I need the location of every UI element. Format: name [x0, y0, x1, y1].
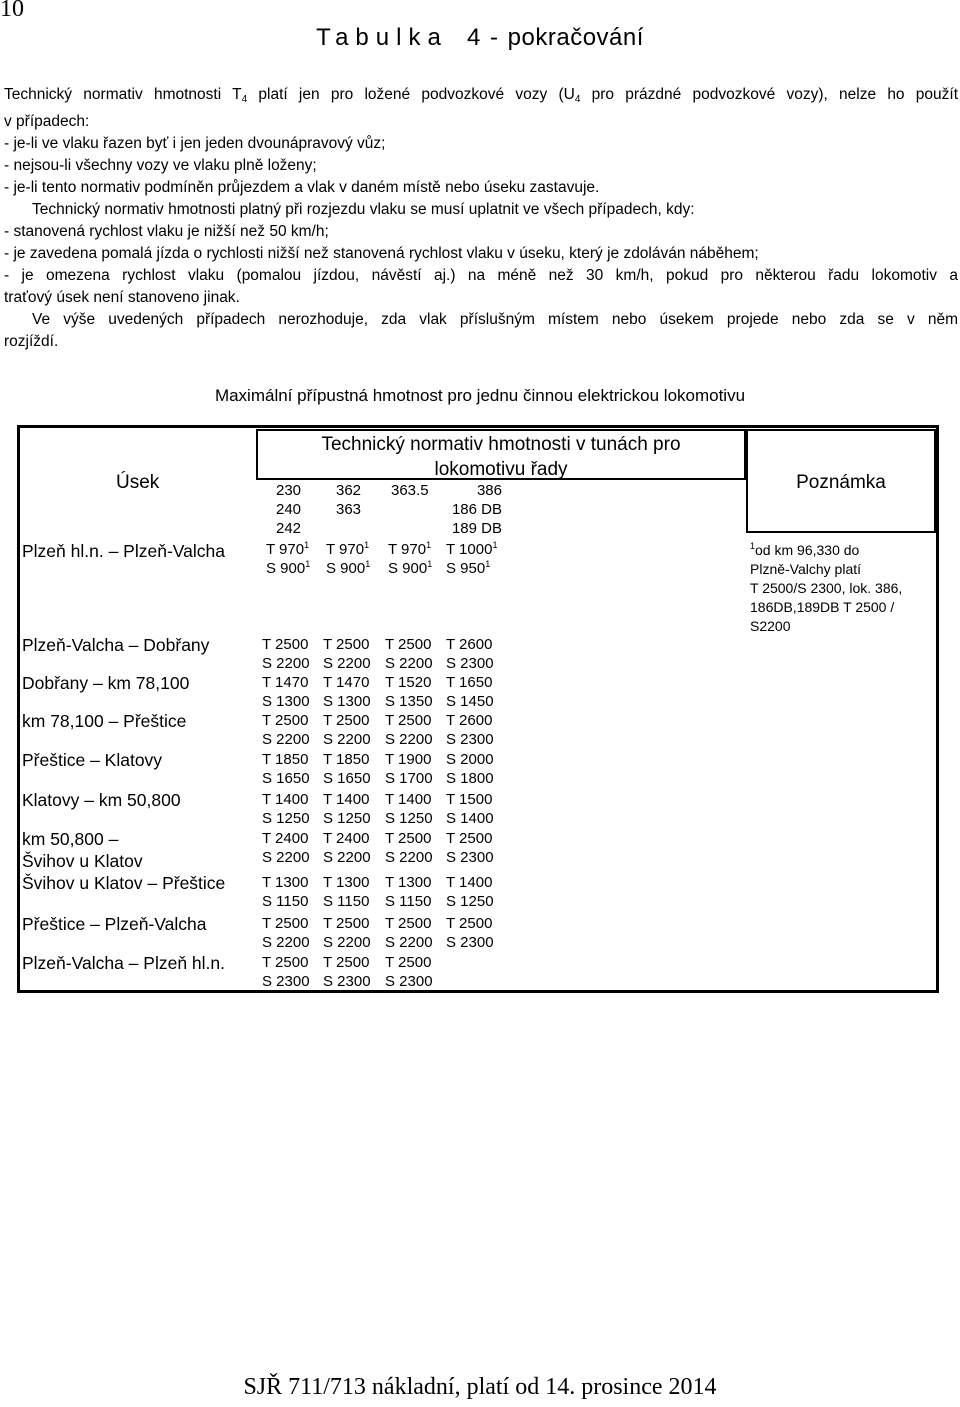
col-usek-header: Úsek	[116, 472, 160, 493]
value-cell: T 1300 S 1150	[323, 874, 370, 910]
value-cell: T 2500 S 2200	[323, 915, 371, 951]
value-cell: T 2500 S 2300	[323, 954, 371, 990]
section-label: km 78,100 – Přeštice	[22, 711, 187, 731]
value-cell: T 2500 S 2200	[323, 636, 371, 672]
intro-line2: v případech:	[4, 113, 90, 130]
body-text	[4, 84, 958, 353]
value-cell: T 1500 S 1400	[446, 791, 494, 827]
bullet: - nejsou-li všechny vozy ve vlaku plně loženy;	[4, 157, 317, 174]
class-363-5: 363.5	[391, 482, 429, 499]
value-cell: T 2500 S 2200	[385, 830, 433, 866]
value-cell: T 2600 S 2300	[446, 712, 494, 748]
table-title: Maximální přípustná hmotnost pro jednu činnou elektrickou lokomotivu	[214, 386, 746, 405]
value-cell: T 1900 S 1700	[385, 751, 433, 787]
bullet: - je omezena rychlost vlaku (pomalou jízdou, návěstí aj.) na méně než 30 km/h, pokud pro některou řadu lokomotiv a	[4, 267, 958, 284]
page-number: 10	[0, 0, 24, 22]
value-cell: T 2500 S 2200	[323, 712, 371, 748]
value-cell: T 1850 S 1650	[262, 751, 310, 787]
bullet: - je-li ve vlaku řazen byť i jen jeden dvounápravový vůz;	[4, 135, 386, 152]
value-cell: T $970^1$ S $900^1$	[388, 540, 433, 577]
class-230-240-242: 230 240 242	[276, 482, 302, 537]
section-label: Klatovy – km 50,800	[22, 790, 181, 810]
value-cell: T 2500 S 2200	[385, 915, 433, 951]
value-cell: T 1300 S 1150	[385, 874, 432, 910]
value-cell: T $970^1$ S $900^1$	[266, 540, 311, 577]
bullet: - je zavedena pomalá jízda o rychlosti nižší než stanovená rychlost vlaku v úseku, který je zdoláván náběhem;	[4, 245, 759, 262]
value-cell: T 2500 S 2200	[385, 636, 433, 672]
value-cell: T 1000$^1$ S $950^1$	[446, 540, 498, 577]
section-label: km 50,800 – Švihov u Klatov	[22, 829, 143, 871]
footnote-note: $^1$od km 96,330 do Plzně-Valchy platí T 2500/S 2300, lok. 386, 186DB,189DB T 2500 / S2200	[750, 541, 903, 634]
bullet: - stanovená rychlost vlaku je nižší než 50 km/h;	[4, 223, 329, 240]
class-386-186-189: 386 186 DB 189 DB	[451, 482, 502, 537]
value-cell: T 2400 S 2200	[323, 830, 371, 866]
value-cell: T 2500 S 2200	[262, 712, 310, 748]
value-cell: T 1470 S 1300	[262, 674, 310, 710]
section-first: Plzeň hl.n. – Plzeň-Valcha	[22, 541, 225, 561]
section-label: Plzeň-Valcha – Plzeň hl.n.	[22, 953, 225, 973]
value-cell: T 1400 S 1250	[385, 791, 433, 827]
value-cell: T $970^1$ S $900^1$	[326, 540, 371, 577]
section-label: Přeštice – Klatovy	[22, 750, 163, 770]
value-cell: T 2500 S 2300	[385, 954, 433, 990]
section-label: Plzeň-Valcha – Dobřany	[22, 635, 210, 655]
bullet: - je-li tento normativ podmíněn průjezdem a vlak v daném místě nebo úseku zastavuje.	[4, 179, 600, 196]
section-label: Švihov u Klatov – Přeštice	[22, 873, 226, 893]
value-cell: T 2500 S 2200	[262, 915, 310, 951]
value-cell: T 1300 S 1150	[262, 874, 309, 910]
value-cell: T 1400 S 1250	[262, 791, 310, 827]
value-cell: T 2500 S 2300	[446, 915, 494, 951]
value-cell: T 1400 S 1250	[323, 791, 371, 827]
col-poznamka-header: Poznámka	[796, 472, 886, 493]
value-cell: T 2500 S 2300	[446, 830, 494, 866]
paragraph-3-continuation: rozjíždí.	[4, 333, 59, 350]
page-title	[0, 24, 960, 52]
class-362-363: 362 363	[336, 482, 362, 518]
value-cell: T 1650 S 1450	[446, 674, 494, 710]
value-cell: T 1470 S 1300	[323, 674, 371, 710]
section-label: Dobřany – km 78,100	[22, 673, 190, 693]
value-cell: T 2500 S 2200	[385, 712, 433, 748]
value-cell: T 1400 S 1250	[446, 874, 494, 910]
paragraph-2: Technický normativ hmotnosti platný při rozjezdu vlaku se musí uplatnit ve všech případech, kdy:	[32, 201, 695, 218]
col-normativ-header: Technický normativ hmotnosti v tunách pro lokomotivu řady	[321, 434, 681, 480]
value-cell: T 2500 S 2300	[262, 954, 310, 990]
value-cell: T 2400 S 2200	[262, 830, 310, 866]
value-cell: T 2600 S 2300	[446, 636, 494, 672]
bullet-continuation: traťový úsek není stanoveno jinak.	[4, 289, 240, 306]
page-footer: SJŘ 711/713 nákladní, platí od 14. prosince 2014	[243, 1374, 717, 1400]
title-rest: 4 - pokračování	[466, 24, 644, 51]
paragraph-3: Ve výše uvedených případech nerozhoduje, zda vlak příslušným místem nebo úsekem projede nebo zda se v něm	[32, 311, 958, 328]
title-spaced: Tabulka	[316, 24, 448, 51]
value-cell: T 1850 S 1650	[323, 751, 371, 787]
value-cell: T 2500 S 2200	[262, 636, 310, 672]
value-cell: T 1520 S 1350	[385, 674, 433, 710]
intro-line1: Technický normativ hmotnosti T4 platí jen pro ložené podvozkové vozy (U4 pro prázdné podvozkové vozy), nelze ho použít	[4, 86, 959, 105]
value-cell: S 2000 S 1800	[446, 751, 494, 787]
section-label: Přeštice – Plzeň-Valcha	[22, 914, 207, 934]
